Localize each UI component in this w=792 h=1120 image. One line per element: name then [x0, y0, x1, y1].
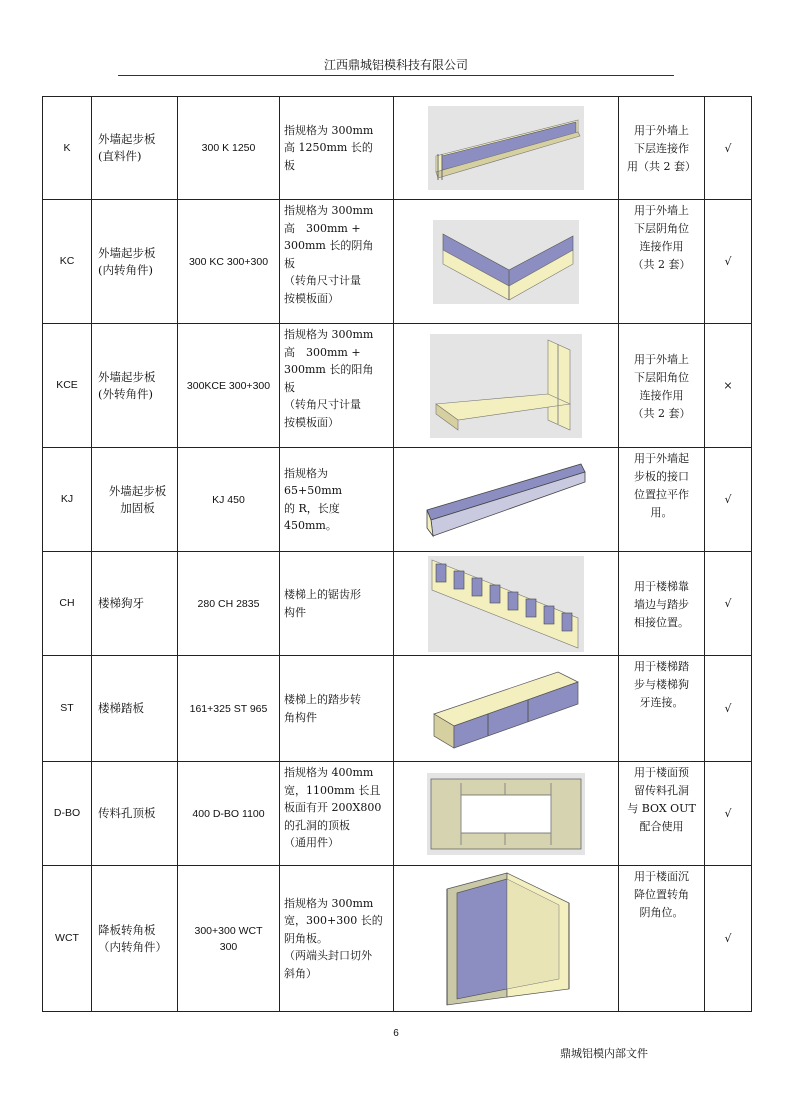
component-spec: 400 D-BO 1100: [178, 762, 280, 866]
component-usage: 用于楼面预 留传料孔洞 与 BOX OUT 配合使用: [619, 762, 705, 866]
component-spec: KJ 450: [178, 448, 280, 552]
status-mark: √: [705, 552, 752, 656]
component-image: [394, 552, 619, 656]
component-image: [394, 97, 619, 200]
component-usage: 用于外墙上 下层连接作 用（共 2 套）: [619, 97, 705, 200]
component-usage: 用于楼梯踏 步与楼梯狗 牙连接。: [619, 656, 705, 762]
component-name: 外墙起步板 (直料件): [98, 132, 156, 163]
reinforcement-plate-image: [421, 458, 591, 542]
table-row: [43, 324, 752, 448]
component-description: 指规格为 400mm 宽，1100mm 长且 板面有开 200X800 的孔洞的顶板 （通用件）: [280, 762, 394, 866]
table-row: [43, 552, 752, 656]
page-footer: 鼎城铝模内部文件: [560, 1047, 648, 1060]
outer-corner-panel-image: [430, 334, 582, 438]
component-image: [394, 448, 619, 552]
component-spec: 161+325 ST 965: [178, 656, 280, 762]
status-mark: √: [705, 762, 752, 866]
component-code: CH: [43, 552, 92, 656]
component-spec: 280 CH 2835: [178, 552, 280, 656]
component-usage: 用于外墙上 下层阳角位 连接作用 （共 2 套）: [619, 324, 705, 448]
inner-corner-panel-image: [433, 220, 579, 304]
component-description: 楼梯上的锯齿形 构件: [280, 552, 394, 656]
component-usage: 用于外墙起 步板的接口 位置拉平作 用。: [619, 448, 705, 552]
header-divider: [118, 75, 674, 76]
table-row: [43, 866, 752, 1012]
component-name: 楼梯狗牙: [98, 596, 144, 610]
opening-slab-panel-image: [427, 773, 585, 855]
drop-slab-corner-image: [433, 869, 579, 1009]
component-usage: 用于楼梯靠 墙边与踏步 相接位置。: [619, 552, 705, 656]
component-name: 外墙起步板 加固板: [108, 483, 167, 515]
component-code: KJ: [43, 448, 92, 552]
component-image: [394, 324, 619, 448]
table-row: [43, 762, 752, 866]
straight-panel-image: [428, 106, 584, 190]
component-spec: 300 K 1250: [178, 97, 280, 200]
component-spec: 300KCE 300+300: [178, 324, 280, 448]
component-name: 降板转角板 （内转角件）: [98, 922, 167, 954]
component-image: [394, 200, 619, 324]
status-mark: √: [705, 448, 752, 552]
component-name: 传料孔顶板: [98, 806, 156, 820]
component-code: ST: [43, 656, 92, 762]
status-mark: √: [705, 866, 752, 1012]
component-table: [42, 96, 752, 1012]
component-name: 外墙起步板 (外转角件): [98, 369, 156, 401]
component-description: 楼梯上的踏步转 角构件: [280, 656, 394, 762]
page-header: 江西鼎城铝模科技有限公司: [323, 58, 468, 72]
component-usage: 用于外墙上 下层阴角位 连接作用 （共 2 套）: [619, 200, 705, 324]
component-name: 楼梯踏板: [98, 701, 144, 715]
component-code: KCE: [43, 324, 92, 448]
component-usage: 用于楼面沉 降位置转角 阴角位。: [619, 866, 705, 1012]
component-image: [394, 656, 619, 762]
component-description: 指规格为 300mm 宽，300+300 长的 阴角板。 （两端头封口切外 斜角）: [280, 866, 394, 1012]
stair-tooth-image: [428, 556, 584, 652]
status-mark: √: [705, 200, 752, 324]
component-image: [394, 762, 619, 866]
table-row: [43, 448, 752, 552]
table-row: [43, 200, 752, 324]
table-row: [43, 656, 752, 762]
component-description: 指规格为 65+50mm 的 R，长度 450mm。: [280, 448, 394, 552]
component-spec: 300+300 WCT 300: [178, 866, 280, 1012]
table-row: [43, 97, 752, 200]
component-code: D-BO: [43, 762, 92, 866]
component-code: WCT: [43, 866, 92, 1012]
component-name: 外墙起步板 (内转角件): [98, 245, 156, 277]
status-mark: √: [705, 656, 752, 762]
status-mark: √: [705, 97, 752, 200]
page-number: 6: [393, 1028, 399, 1039]
component-code: K: [43, 97, 92, 200]
component-spec: 300 KC 300+300: [178, 200, 280, 324]
stair-tread-image: [428, 664, 584, 754]
component-description: 指规格为 300mm 高 300mm + 300mm 长的阳角 板 （转角尺寸计量 按模板面）: [280, 324, 394, 448]
status-mark: ×: [705, 324, 752, 448]
component-description: 指规格为 300mm 高 300mm + 300mm 长的阴角 板 （转角尺寸计量 按模板面）: [280, 200, 394, 324]
component-code: KC: [43, 200, 92, 324]
component-image: [394, 866, 619, 1012]
component-description: 指规格为 300mm 高 1250mm 长的 板: [280, 97, 394, 200]
